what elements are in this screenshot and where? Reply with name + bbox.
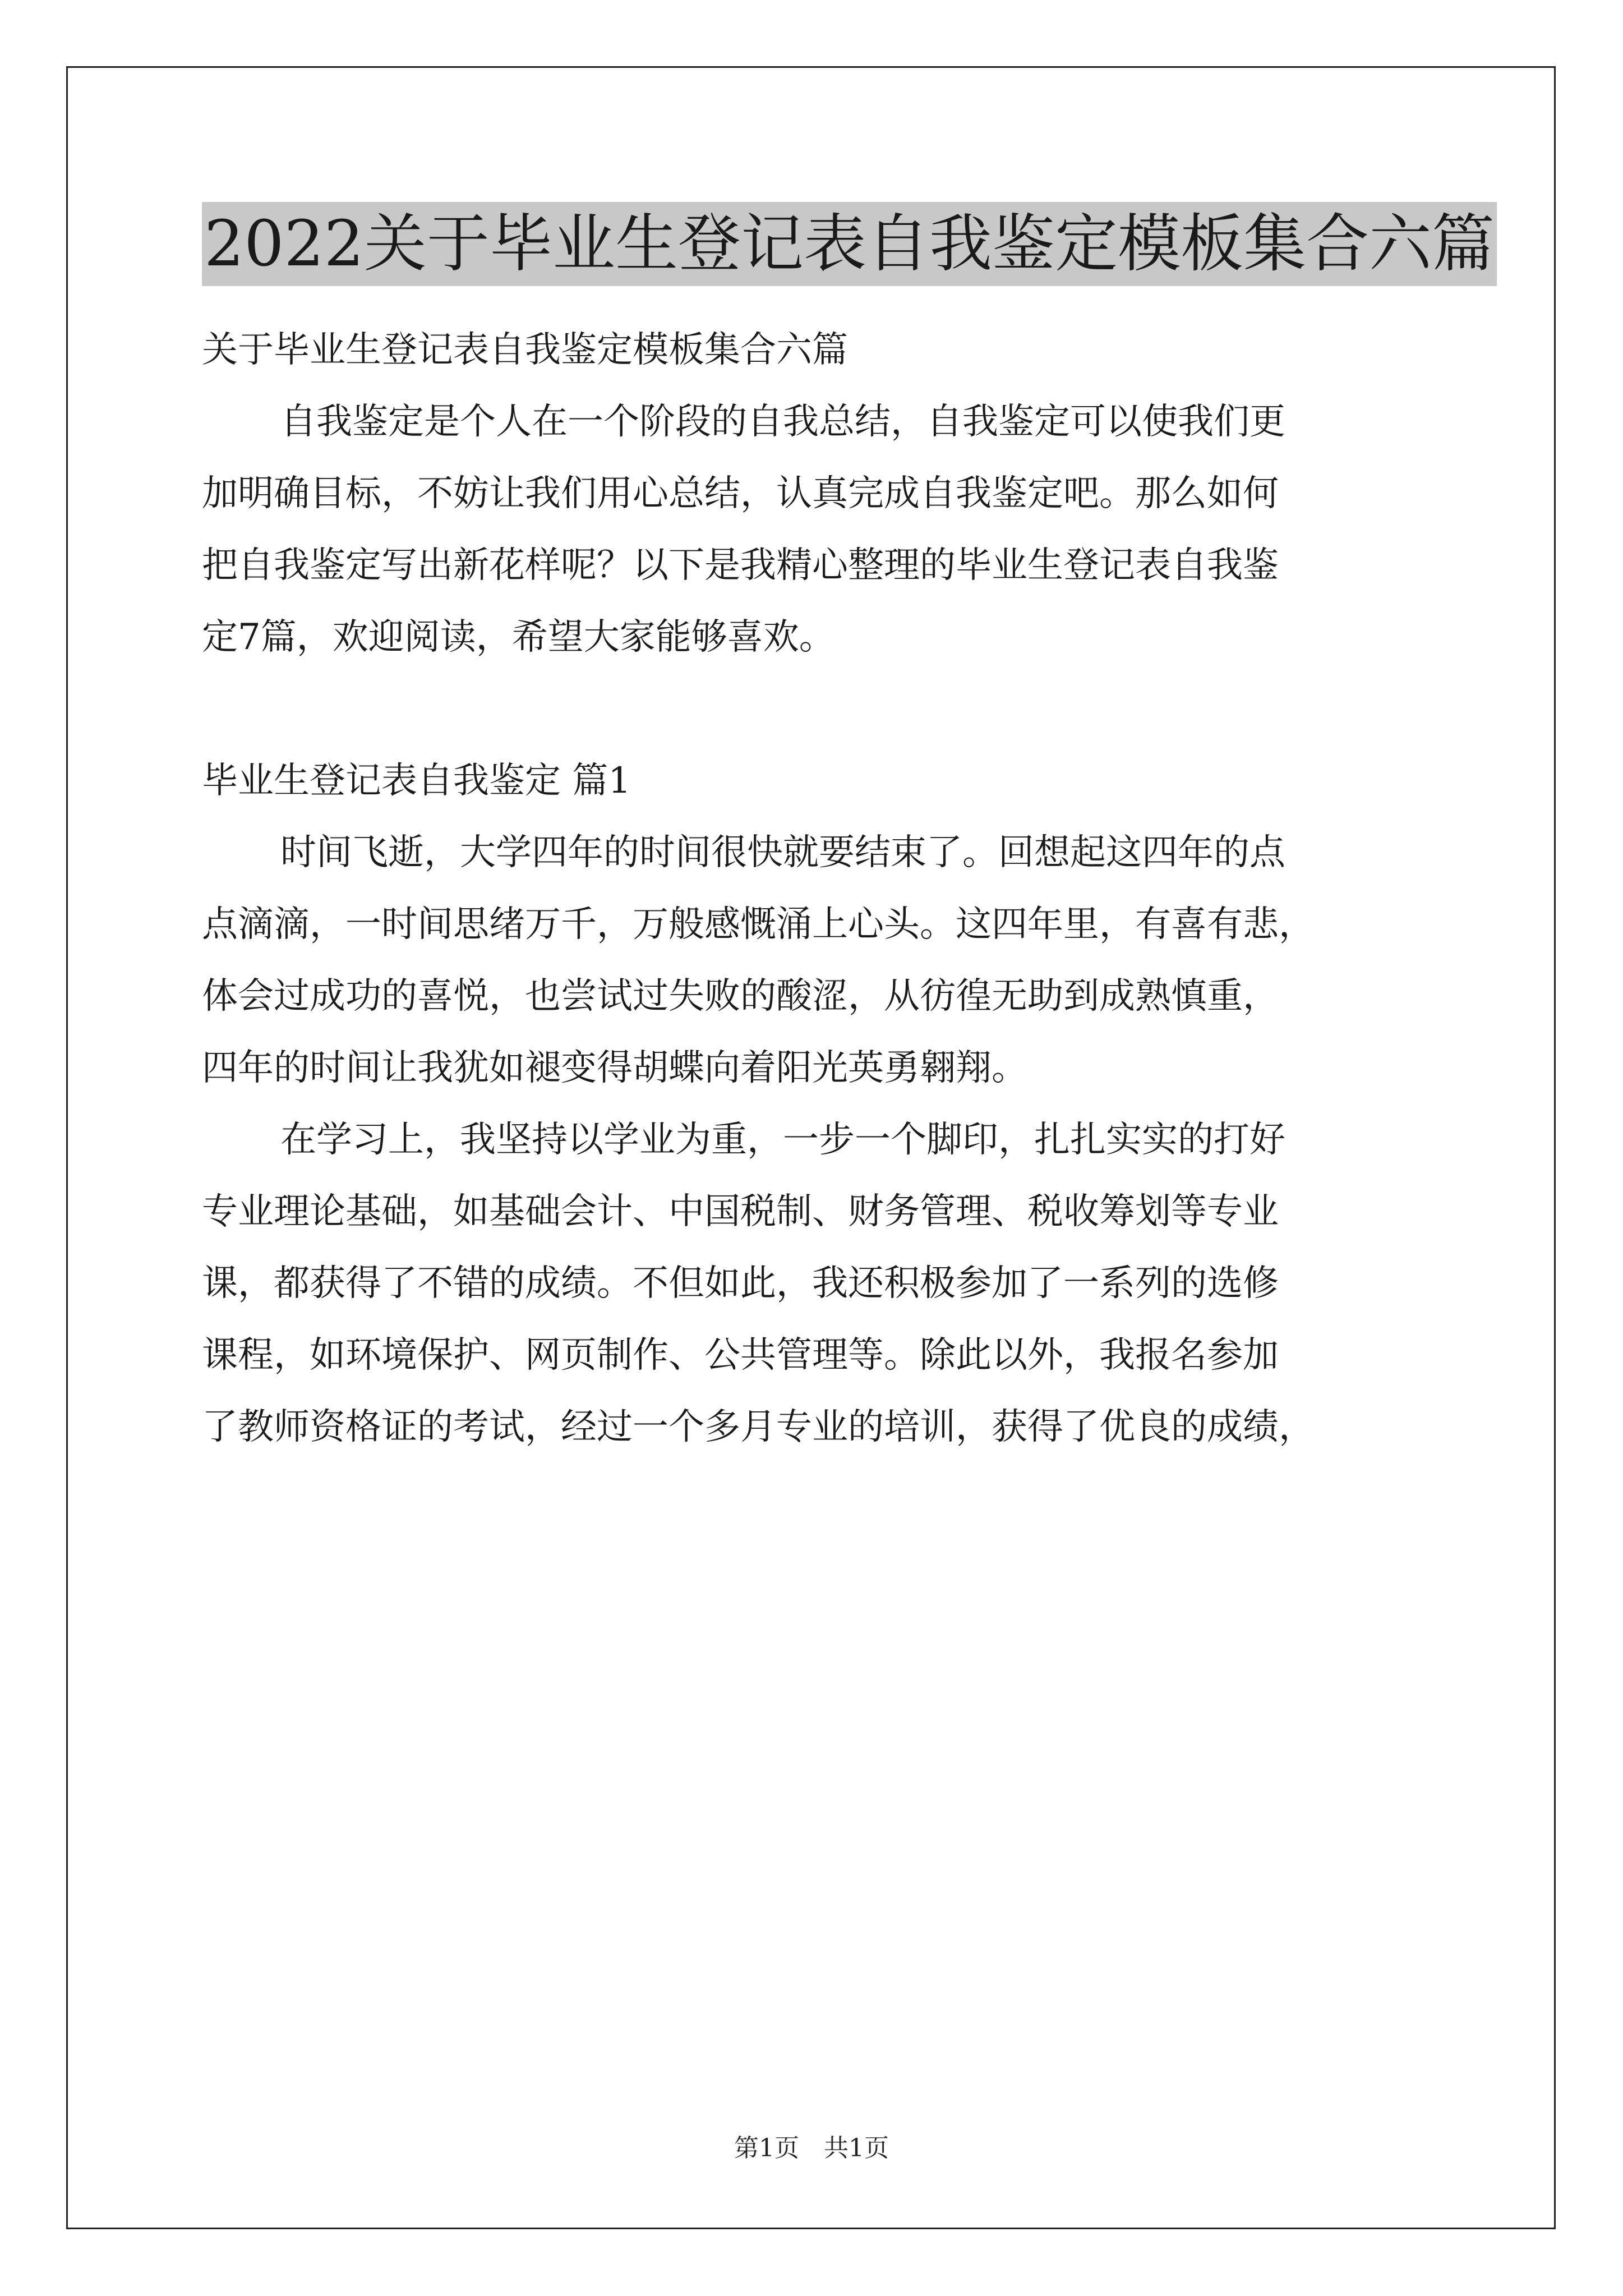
paragraph-line: 在学习上，我坚持以学业为重，一步一个脚印，扎扎实实的打好 [280, 1119, 1285, 1161]
paragraph-line: 课程，如环境保护、网页制作、公共管理等。除此以外，我报名参加 [202, 1335, 1279, 1376]
spacer [202, 673, 1424, 745]
paragraph-line: 自我鉴定是个人在一个阶段的自我总结，自我鉴定可以使我们更 [280, 401, 1285, 443]
page-footer: 第1页 共1页 [734, 2134, 889, 2162]
paragraph-line: 定7篇，欢迎阅读，希望大家能够喜欢。 [202, 616, 835, 658]
document-body [202, 314, 1424, 1463]
paragraph-1 [202, 817, 1424, 1104]
paragraph-line: 点滴滴，一时间思绪万千，万般感慨涌上心头。这四年里，有喜有悲， [202, 904, 1315, 945]
document-title: 2022关于毕业生登记表自我鉴定模板集合六篇 [202, 202, 1497, 286]
intro-paragraph [202, 386, 1424, 673]
paragraph-line: 了教师资格证的考试，经过一个多月专业的培训，获得了优良的成绩， [202, 1406, 1315, 1448]
title-area [202, 202, 1495, 286]
paragraph-2 [202, 1104, 1424, 1463]
paragraph-line: 专业理论基础，如基础会计、中国税制、财务管理、税收筹划等专业 [202, 1191, 1279, 1232]
paragraph-line: 课，都获得了不错的成绩。不但如此，我还积极参加了一系列的选修 [202, 1263, 1279, 1304]
paragraph-line: 四年的时间让我犹如褪变得胡蝶向着阳光英勇翱翔。 [202, 1047, 1027, 1089]
paragraph-line: 时间飞逝，大学四年的时间很快就要结束了。回想起这四年的点 [280, 832, 1285, 873]
paragraph-line: 体会过成功的喜悦，也尝试过失败的酸涩，从彷徨无助到成熟慎重， [202, 976, 1279, 1017]
document-subtitle: 关于毕业生登记表自我鉴定模板集合六篇 [202, 329, 848, 371]
section-heading: 毕业生登记表自我鉴定 篇1 [202, 760, 631, 802]
paragraph-line: 把自我鉴定写出新花样呢？以下是我精心整理的毕业生登记表自我鉴 [202, 545, 1279, 586]
paragraph-line: 加明确目标，不妨让我们用心总结，认真完成自我鉴定吧。那么如何 [202, 473, 1279, 514]
